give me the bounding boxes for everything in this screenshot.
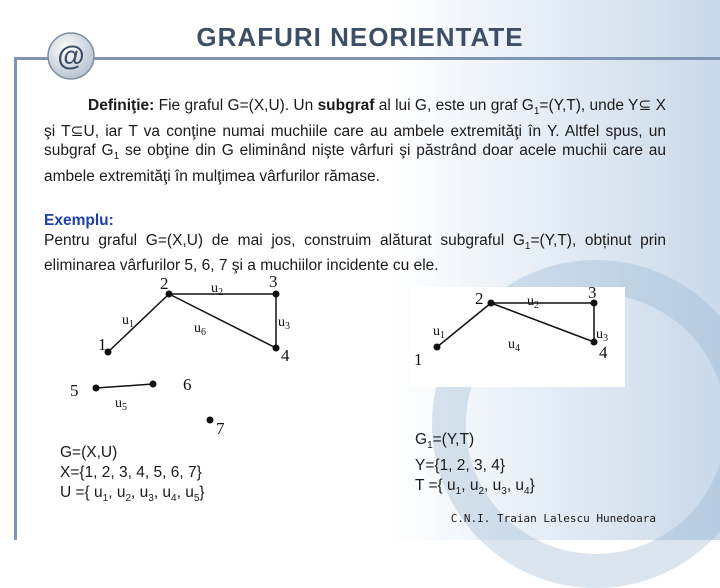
definition-text-3: =(Y,T), unde Y⊆ X şi T⊆U, iar T va conţine numai muchiile care au ambele extremităţi în Y. Altfel spus, un subgraf G xyxy=(44,97,666,160)
graph-g1 xyxy=(405,280,635,385)
edge-2-4 xyxy=(169,294,276,348)
edge-label-u2: $u_2$ xyxy=(527,294,539,311)
footer-school-name: C.N.I. Traian Lalescu Hunedoara xyxy=(450,512,656,525)
caption-g1-line-3: T ={ $u_1$, $u_2$, $u_3$, $u_4$} xyxy=(415,477,535,498)
node-label-7: 7 xyxy=(216,419,225,438)
edge-label-u3: $u_3$ xyxy=(278,315,290,332)
node-4 xyxy=(273,345,280,352)
edge-label-u4: $u_4$ xyxy=(508,337,520,354)
node-6 xyxy=(150,381,157,388)
node-7 xyxy=(207,417,214,424)
logo-at-symbol: @ xyxy=(57,40,85,71)
node-label-6: 6 xyxy=(183,375,192,394)
edge-label-u5: $u_5$ xyxy=(115,396,127,413)
edge-label-u1: $u_1$ xyxy=(433,324,445,341)
page-title: GRAFURI NEORIENTATE xyxy=(196,22,524,52)
example-sub: 1 xyxy=(524,240,531,252)
edge-5-6 xyxy=(96,384,153,388)
definition-text-2: al lui G, este un graf G xyxy=(374,97,534,114)
node-label-2: 2 xyxy=(475,289,484,308)
node-1 xyxy=(434,344,441,351)
node-label-1: 1 xyxy=(98,335,107,354)
edge-1-2 xyxy=(108,294,169,352)
node-label-3: 3 xyxy=(269,272,278,291)
node-label-4: 4 xyxy=(599,343,608,362)
graph-g-caption xyxy=(60,443,205,509)
caption-g-line-1: G=(X,U) xyxy=(60,444,118,461)
definition-text-4: se obţine din G eliminând nişte vârfuri şi păstrând doar acele muchii care au ambele extremităţi în mulţimea vârfurilor rămase. xyxy=(44,142,667,185)
caption-g-line-2: X={1, 2, 3, 4, 5, 6, 7} xyxy=(60,464,202,481)
edge-label-u1: $u_1$ xyxy=(122,313,134,330)
frame-top-line xyxy=(14,57,720,60)
edge-label-u3: $u_3$ xyxy=(596,327,608,344)
caption-g-line-3: U ={ $u_1$, $u_2$, $u_3$, $u_4$, $u_5$} xyxy=(60,484,205,505)
graph-g xyxy=(60,270,320,445)
caption-g1-line-1: $G_1=(Y,T)$ xyxy=(415,431,475,452)
edge-label-u6: $u_6$ xyxy=(194,321,206,338)
example-label: Exemplu: xyxy=(44,212,114,229)
example-text-2: =(Y,T), obținut prin eliminarea vârfurilor 5, 6, 7 şi a muchiilor incidente cu ele. xyxy=(44,231,666,275)
example-text-1: Pentru graful G=(X,U) de mai jos, construim alăturat subgraful G xyxy=(44,231,525,249)
node-3 xyxy=(273,291,280,298)
node-label-1: 1 xyxy=(414,350,423,369)
node-label-4: 4 xyxy=(281,346,290,365)
node-label-2: 2 xyxy=(160,274,169,293)
edge-2-4 xyxy=(491,303,594,342)
graph-g1-caption xyxy=(415,430,535,502)
node-label-5: 5 xyxy=(70,381,79,400)
edge-label-u2: $u_2$ xyxy=(211,281,223,298)
definition-sub-2: 1 xyxy=(113,151,120,163)
definition-term: subgraf xyxy=(317,97,375,114)
edge-1-2 xyxy=(437,303,491,347)
definition-paragraph xyxy=(44,96,666,186)
definition-text-1: Fie graful G=(X,U). Un xyxy=(154,97,318,114)
node-label-3: 3 xyxy=(588,283,597,302)
node-2 xyxy=(488,300,495,307)
definition-sub-1: 1 xyxy=(533,106,540,118)
node-5 xyxy=(93,385,100,392)
example-paragraph xyxy=(44,211,666,276)
caption-g1-line-2: Y={1, 2, 3, 4} xyxy=(415,457,506,475)
definition-label: Definiţie: xyxy=(88,97,155,114)
frame-left-line xyxy=(14,57,17,540)
